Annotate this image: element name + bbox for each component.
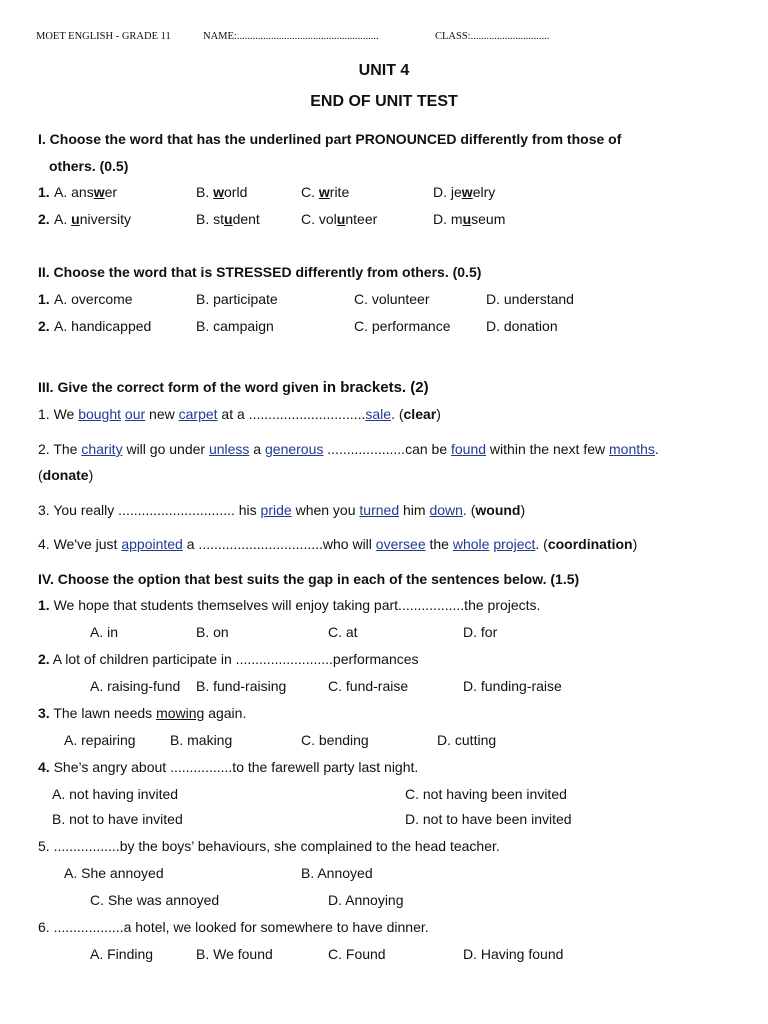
s4-q6-option-d: D. Having found — [463, 946, 564, 962]
s1-q1-number: 1. — [38, 184, 50, 200]
link-project[interactable]: project — [493, 536, 536, 552]
section3-heading: III. Give the correct form of the word given in brackets. (2) — [38, 379, 429, 396]
s3-q2: 2. The charity will go under unless a generous ....................can be found within the next few months. — [38, 441, 659, 457]
s4-q1-option-c: C. at — [328, 624, 358, 640]
s4-q3-option-d: D. cutting — [437, 732, 497, 748]
s4-q3-option-c: C. bending — [301, 732, 369, 748]
s2-q1-option-a: A. overcome — [54, 291, 133, 307]
s4-q6-option-a: A. Finding — [90, 946, 154, 962]
s4-q2-option-a: A. raising-fund — [90, 678, 181, 694]
link-our[interactable]: our — [124, 406, 146, 422]
test-title: END OF UNIT TEST — [310, 93, 458, 110]
section1-heading: I. Choose the word that has the underlined part PRONOUNCED differently from those of — [38, 131, 622, 147]
s1-q1-option-d: D. jewelry — [433, 184, 496, 200]
s2-q2-number: 2. — [38, 318, 50, 334]
s4-q5-option-c: C. She was annoyed — [90, 892, 220, 908]
link-whole[interactable]: whole — [452, 536, 490, 552]
s2-q2-option-d: D. donation — [486, 318, 558, 334]
link-generous[interactable]: generous — [265, 441, 324, 457]
s4-q1-stem: 1. We hope that students themselves will enjoy taking part.................the projects. — [38, 597, 541, 613]
s2-q1-option-b: B. participate — [196, 291, 278, 307]
s4-q3-stem: 3. The lawn needs mowing again. — [38, 705, 247, 721]
s4-q3-option-a: A. repairing — [64, 732, 136, 748]
class-field — [435, 31, 549, 42]
class-blank: .............................. — [470, 31, 550, 42]
s1-q1-option-a: A. answer — [54, 184, 118, 200]
link-carpet[interactable]: carpet — [178, 406, 218, 422]
s1-q2-option-a: A. university — [54, 211, 132, 227]
s1-q1-option-c: C. write — [301, 184, 350, 200]
link-sale[interactable]: sale — [365, 406, 392, 422]
s1-q2-number: 2. — [38, 211, 50, 227]
link-oversee[interactable]: oversee — [375, 536, 426, 552]
s4-q2-option-b: B. fund-raising — [196, 678, 287, 694]
link-pride[interactable]: pride — [260, 502, 292, 518]
s4-q6-option-b: B. We found — [196, 946, 273, 962]
link-turned[interactable]: turned — [359, 502, 400, 518]
s4-q1-option-a: A. in — [90, 624, 119, 640]
section1-heading-cont: others. (0.5) — [49, 158, 129, 174]
link-appointed[interactable]: appointed — [121, 536, 183, 552]
s4-q4-stem: 4. She’s angry about ................to the farewell party last night. — [38, 759, 419, 775]
s2-q1-number: 1. — [38, 291, 50, 307]
s2-q1-option-c: C. volunteer — [354, 291, 430, 307]
name-label: NAME: — [203, 31, 237, 42]
unit-title: UNIT 4 — [358, 62, 410, 79]
s3-q3: 3. You really .............................. his pride when you turned him down. (wound) — [38, 502, 526, 518]
link-unless[interactable]: unless — [208, 441, 250, 457]
s1-q2-option-b: B. student — [196, 211, 260, 227]
s4-q4-option-d: D. not to have been invited — [405, 811, 572, 827]
section4-heading: IV. Choose the option that best suits the gap in each of the sentences below. (1.5) — [38, 571, 580, 587]
s4-q2-option-c: C. fund-raise — [328, 678, 409, 694]
link-found[interactable]: found — [451, 441, 487, 457]
s2-q2-option-a: A. handicapped — [54, 318, 152, 334]
s2-q2-option-b: B. campaign — [196, 318, 274, 334]
s2-q2-option-c: C. performance — [354, 318, 451, 334]
s4-q5-option-b: B. Annoyed — [301, 865, 373, 881]
s4-q6-option-c: C. Found — [328, 946, 386, 962]
link-months[interactable]: months — [609, 441, 655, 457]
s4-q2-option-d: D. funding-raise — [463, 678, 562, 694]
link-charity[interactable]: charity — [81, 441, 123, 457]
course-label: MOET ENGLISH - GRADE 11 — [36, 31, 171, 42]
s4-q4-option-a: A. not having invited — [52, 786, 179, 802]
s4-q4-option-c: C. not having been invited — [405, 786, 567, 802]
section2-heading: II. Choose the word that is STRESSED differently from others. (0.5) — [38, 264, 482, 280]
s1-q2-option-c: C. volunteer — [301, 211, 378, 227]
s4-q1-option-b: B. on — [196, 624, 229, 640]
s3-q1: 1. We bought our new carpet at a ..............................sale. (clear) — [38, 406, 441, 422]
s4-q2-stem: 2. A lot of children participate in .........................performances — [38, 651, 419, 667]
link-down[interactable]: down — [429, 502, 463, 518]
s4-q3-option-b: B. making — [170, 732, 233, 748]
s4-q1-option-d: D. for — [463, 624, 498, 640]
link-bought[interactable]: bought — [78, 406, 122, 422]
s1-q2-option-d: D. museum — [433, 211, 506, 227]
s4-q5-option-a: A. She annoyed — [64, 865, 164, 881]
s4-q5-stem: 5. .................by the boys’ behaviours, she complained to the head teacher. — [38, 838, 500, 854]
s4-q4-option-b: B. not to have invited — [52, 811, 183, 827]
name-blank: ...................................................... — [236, 31, 379, 42]
name-field — [203, 31, 379, 42]
class-label: CLASS: — [435, 31, 471, 42]
s1-q1-option-b: B. world — [196, 184, 248, 200]
s3-q2-cont: (donate) — [38, 467, 94, 483]
s4-q6-stem: 6. ..................a hotel, we looked for somewhere to have dinner. — [38, 919, 429, 935]
s3-q4: 4. We've just appointed a ................................who will oversee the whole project. (coordination) — [38, 536, 638, 552]
s2-q1-option-d: D. understand — [486, 291, 574, 307]
s4-q5-option-d: D. Annoying — [328, 892, 404, 908]
